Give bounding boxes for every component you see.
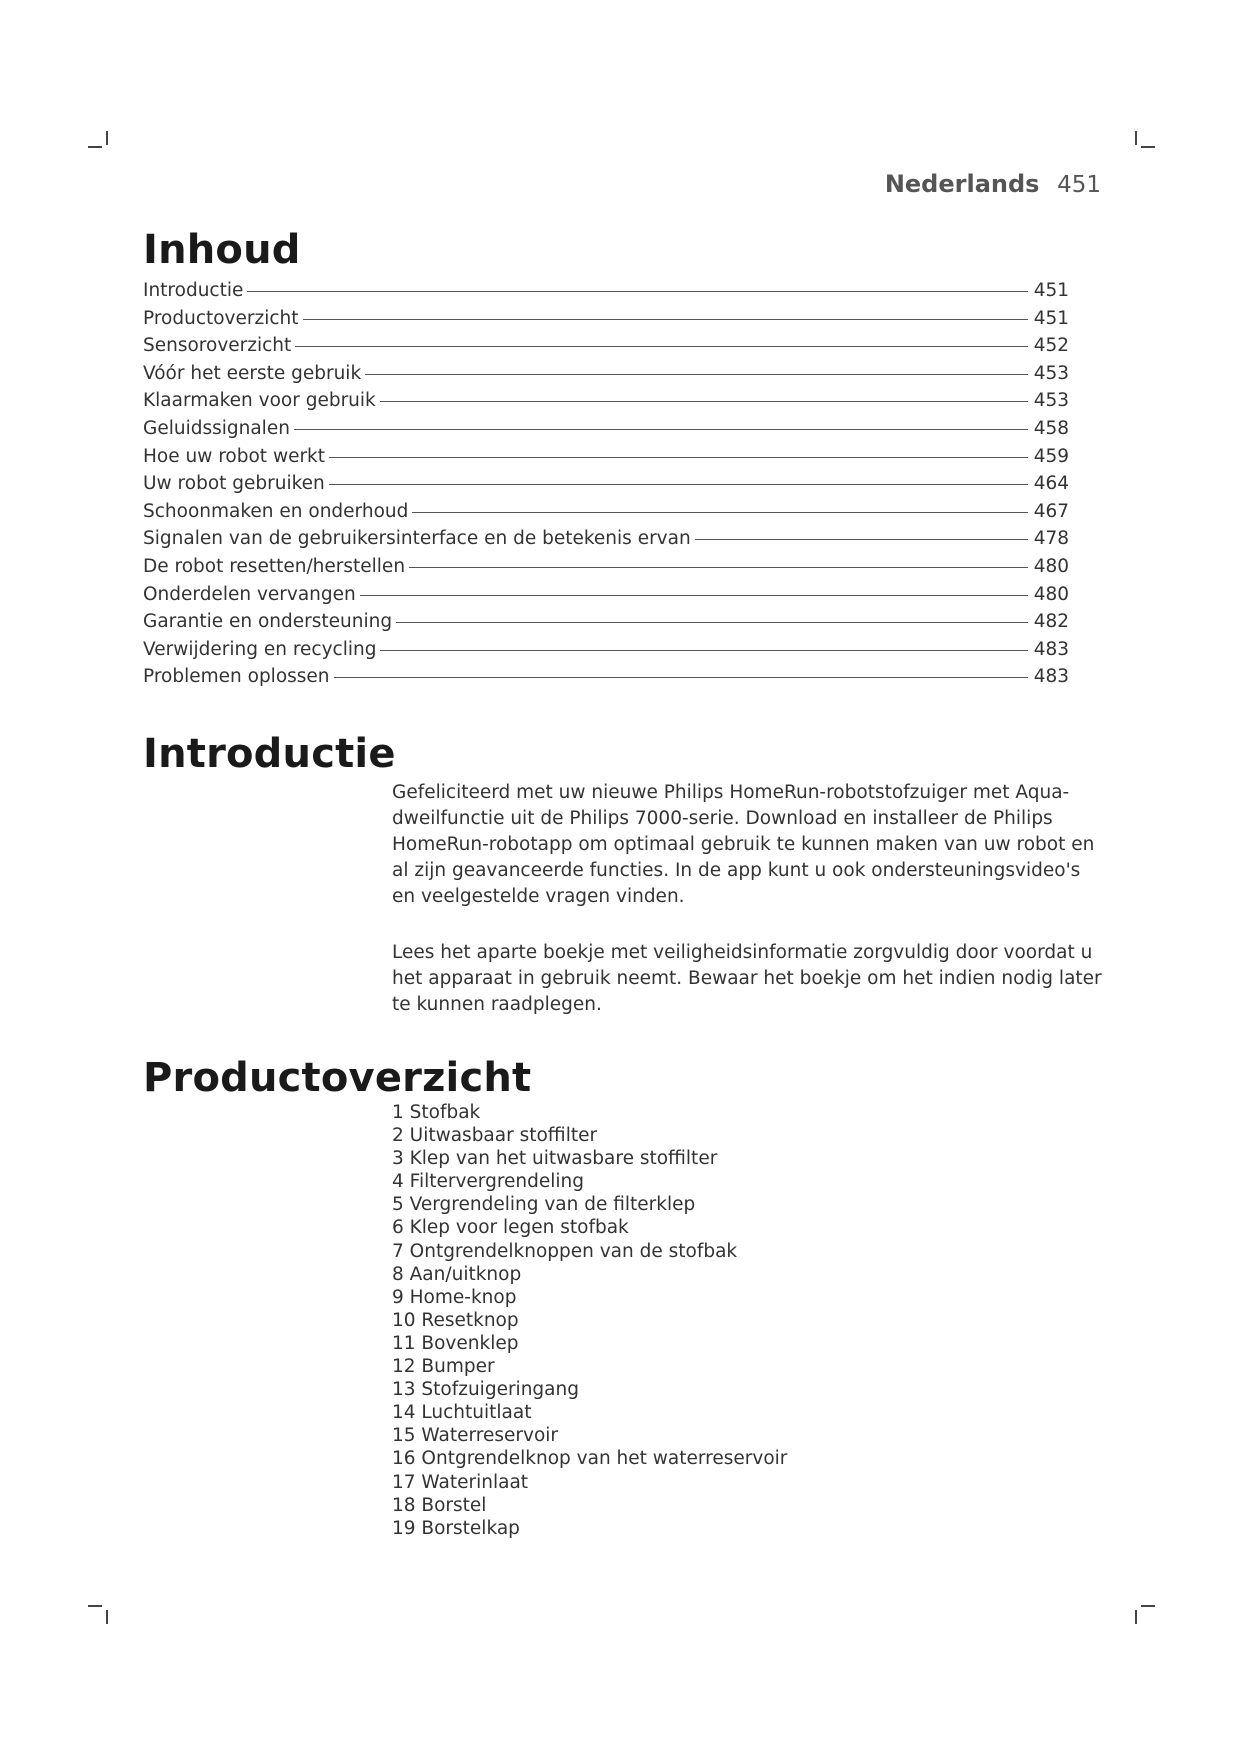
product-part-item: 18 Borstel (392, 1494, 487, 1516)
toc-entry[interactable] (143, 360, 1069, 388)
toc-entry-page: 483 (1033, 666, 1069, 688)
toc-entry[interactable] (143, 608, 1069, 636)
toc-entry-title: Schoonmaken en onderhoud (143, 500, 409, 522)
product-part-item: 19 Borstelkap (392, 1517, 520, 1539)
intro-heading: Introductie (143, 731, 396, 777)
toc-leader-line (380, 650, 1028, 651)
toc-entry[interactable] (143, 525, 1069, 553)
product-part-item: 10 Resetknop (392, 1309, 519, 1331)
product-part-item: 2 Uitwasbaar stoffilter (392, 1125, 598, 1147)
toc-entry-title: Sensoroverzicht (143, 335, 292, 357)
toc-entry[interactable] (143, 498, 1069, 526)
toc-entry-page: 480 (1033, 555, 1069, 577)
toc-entry-title: Introductie (143, 280, 244, 301)
toc-entry-page: 482 (1033, 611, 1069, 633)
product-part-item: 13 Stofzuigeringang (392, 1379, 579, 1401)
crop-mark-bottom-right-v (1135, 1610, 1137, 1624)
toc-entry-page: 467 (1033, 500, 1069, 522)
product-part-item: 11 Bovenklep (392, 1332, 519, 1354)
header-language: Nederlands (884, 170, 1040, 198)
toc-entry[interactable] (143, 581, 1069, 609)
toc-entry-title: Hoe uw robot werkt (143, 445, 326, 467)
product-part-item: 5 Vergrendeling van de filterklep (392, 1194, 696, 1216)
toc-entry-title: Geluidssignalen (143, 417, 290, 439)
toc-entry[interactable] (143, 387, 1069, 415)
toc-entry-page: 480 (1033, 583, 1069, 605)
toc-entry-title: De robot resetten/herstellen (143, 555, 406, 577)
product-part-item: 15 Waterreservoir (392, 1425, 559, 1447)
toc-entry-title: Productoverzicht (143, 307, 299, 329)
toc-entry-page: 458 (1033, 417, 1069, 439)
toc-entry-page: 451 (1033, 307, 1069, 329)
toc-leader-line (360, 595, 1028, 596)
product-part-item: 4 Filtervergrendeling (392, 1171, 585, 1193)
product-part-item: 17 Waterinlaat (392, 1471, 529, 1493)
toc-leader-line (247, 291, 1028, 292)
toc-entry-page: 459 (1033, 445, 1069, 467)
toc-entry[interactable] (143, 636, 1069, 664)
intro-paragraph: Gefeliciteerd met uw nieuwe Philips HomeRun-robotstofzuiger met Aqua-dweilfunctie uit de Philips 7000-serie. Download en installeer de Philips HomeRun-robotapp om optimaal gebruik te kunnen maken van uw robot en al zijn geavanceerde functies. In de app kunt u ook ondersteuningsvideo's en veelgestelde vragen vinden. (392, 782, 1095, 907)
toc-heading: Inhoud (143, 227, 301, 273)
toc-leader-line (295, 346, 1028, 347)
toc-leader-line (329, 484, 1028, 485)
toc-entry-page: 451 (1033, 280, 1069, 301)
toc-entry-title: Uw robot gebruiken (143, 473, 325, 495)
toc-entry-title: Problemen oplossen (143, 666, 330, 688)
toc-entry[interactable] (143, 553, 1069, 581)
toc-entry[interactable] (143, 277, 1069, 305)
toc-entry[interactable] (143, 332, 1069, 360)
crop-mark-top-left-v (106, 131, 108, 145)
toc-leader-line (409, 567, 1028, 568)
toc-entry[interactable] (143, 443, 1069, 471)
toc-entry-page: 464 (1033, 473, 1069, 495)
toc-entry[interactable] (143, 663, 1069, 691)
toc-entry-title: Klaarmaken voor gebruik (143, 390, 376, 412)
toc-leader-line (695, 539, 1028, 540)
product-part-item: 6 Klep voor legen stofbak (392, 1217, 629, 1239)
toc-leader-line (303, 319, 1029, 320)
header-page-number: 451 (1057, 172, 1101, 198)
product-part-item: 7 Ontgrendelknoppen van de stofbak (392, 1240, 738, 1262)
toc-entry[interactable] (143, 305, 1069, 333)
toc-entry-page: 478 (1033, 528, 1069, 550)
toc-entry[interactable] (143, 470, 1069, 498)
product-part-item: 3 Klep van het uitwasbare stoffilter (392, 1148, 718, 1170)
crop-mark-top-right-h (1141, 146, 1155, 148)
toc-leader-line (412, 512, 1028, 513)
crop-mark-top-left-h (88, 146, 102, 148)
toc-entry-title: Vóór het eerste gebruik (143, 362, 362, 384)
toc-entry-title: Verwijdering en recycling (143, 638, 377, 660)
toc-entry-page: 483 (1033, 638, 1069, 660)
toc-entry-page: 453 (1033, 362, 1069, 384)
product-part-item: 14 Luchtuitlaat (392, 1402, 532, 1424)
intro-paragraph: Lees het aparte boekje met veiligheidsinformatie zorgvuldig door voordat u het apparaat in gebruik neemt. Bewaar het boekje om het indien nodig later te kunnen raadplegen. (392, 942, 1102, 1015)
toc-leader-line (329, 457, 1028, 458)
toc-leader-line (294, 429, 1028, 430)
toc-leader-line (334, 677, 1028, 678)
toc-leader-line (396, 622, 1028, 623)
product-part-item: 8 Aan/uitknop (392, 1263, 522, 1285)
crop-mark-top-right-v (1135, 131, 1137, 145)
toc-entry-page: 453 (1033, 390, 1069, 412)
toc-entry[interactable] (143, 415, 1069, 443)
toc-entry-title: Garantie en ondersteuning (143, 611, 393, 633)
product-parts-list (392, 1101, 787, 1540)
toc-leader-line (365, 374, 1028, 375)
toc-entry-page: 452 (1033, 335, 1069, 357)
crop-mark-bottom-left-v (106, 1610, 108, 1624)
running-header (885, 168, 1101, 201)
product-part-item: 12 Bumper (392, 1356, 495, 1378)
product-part-item: 16 Ontgrendelknop van het waterreservoir (392, 1448, 788, 1470)
crop-mark-bottom-left-h (88, 1605, 102, 1607)
product-overview-heading: Productoverzicht (143, 1055, 532, 1101)
crop-mark-bottom-right-h (1141, 1605, 1155, 1607)
table-of-contents (143, 277, 1069, 691)
toc-leader-line (380, 401, 1028, 402)
product-part-item: 9 Home-knop (392, 1286, 517, 1308)
toc-entry-title: Signalen van de gebruikersinterface en de betekenis ervan (143, 528, 691, 550)
toc-entry-title: Onderdelen vervangen (143, 583, 356, 605)
product-part-item: 1 Stofbak (392, 1102, 481, 1123)
